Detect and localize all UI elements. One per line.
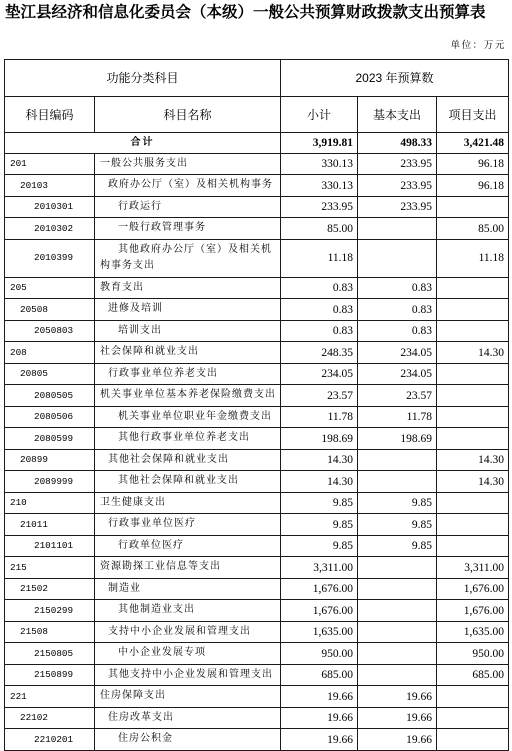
subtotal-cell [281, 535, 358, 557]
basic-expense-cell [358, 320, 437, 342]
subject-code-cell [5, 218, 95, 240]
subject-code-cell [5, 729, 95, 751]
subject-code-cell [5, 578, 95, 600]
basic-expense-text: 233.95 [400, 201, 433, 213]
subtotal-text: 9.85 [332, 540, 354, 552]
table-row [5, 153, 509, 175]
subject-name-text: 行政事业单位医疗 [108, 518, 196, 530]
table-row [5, 196, 509, 218]
subject-code-text: 21502 [20, 583, 48, 594]
basic-expense-cell [358, 557, 437, 579]
subject-name-cell [95, 707, 281, 729]
subtotal-text: 14.30 [327, 475, 354, 488]
project-expense-cell [437, 664, 509, 686]
subject-code-cell [5, 363, 95, 385]
subject-name-text: 行政事业单位养老支出 [108, 367, 218, 379]
subtotal-cell [281, 428, 358, 450]
subject-code-text: 2150805 [34, 647, 74, 659]
budget-table-body [5, 133, 509, 751]
table-row [5, 514, 509, 536]
subtotal-text: 3,311.00 [313, 561, 354, 574]
subject-name-cell [95, 320, 281, 342]
basic-expense-text: 234.05 [400, 346, 433, 359]
unit-label: 单位：万元 [450, 41, 506, 51]
subtotal-text: 0.83 [332, 325, 354, 337]
table-row [5, 277, 509, 299]
subject-code-text: 21508 [20, 626, 48, 637]
basic-expense-cell [358, 621, 437, 643]
project-expense-cell [437, 239, 509, 277]
table-row [5, 578, 509, 600]
subject-code-cell [5, 514, 95, 536]
subject-code-text: 2010399 [34, 252, 74, 264]
subtotal-text: 9.85 [332, 497, 354, 509]
subject-name-text: 培训支出 [118, 324, 162, 336]
subject-code-text: 21011 [20, 518, 48, 530]
project-expense-text: 11.18 [478, 252, 505, 265]
subject-name-cell [95, 643, 281, 665]
subject-name-cell [95, 218, 281, 240]
subject-code-text: 201 [10, 158, 27, 169]
subtotal-cell [281, 600, 358, 622]
basic-expense-cell [358, 342, 437, 364]
subtotal-text: 14.30 [327, 454, 354, 466]
subject-name-cell [95, 449, 281, 471]
project-expense-cell [437, 428, 509, 450]
subject-name-text: 住房保障支出 [100, 690, 166, 702]
subject-code-cell [5, 557, 95, 579]
subject-name-text: 一般公共服务支出 [100, 157, 188, 169]
subject-code-cell [5, 153, 95, 175]
header-project-expense: 项目支出 [437, 97, 509, 133]
subtotal-text: 19.66 [327, 733, 354, 746]
subject-code-cell [5, 600, 95, 622]
subject-code-text: 2150899 [34, 669, 74, 680]
subtotal-cell [281, 218, 358, 240]
project-expense-text: 950.00 [472, 647, 505, 660]
subject-name-text: 教育支出 [100, 281, 144, 293]
subject-code-cell [5, 471, 95, 493]
project-expense-text: 1,676.00 [463, 604, 505, 617]
subtotal-text: 19.66 [327, 712, 354, 724]
subject-name-cell [95, 621, 281, 643]
subtotal-text: 685.00 [321, 669, 354, 681]
table-row [5, 218, 509, 240]
table-row [5, 363, 509, 385]
project-expense-cell [437, 196, 509, 218]
project-expense-text: 14.30 [478, 346, 505, 359]
basic-expense-text: 233.95 [400, 179, 433, 192]
subtotal-cell [281, 363, 358, 385]
basic-expense-cell [358, 153, 437, 175]
basic-expense-cell [358, 664, 437, 686]
subject-name-text: 社会保障和就业支出 [100, 346, 199, 358]
subtotal-text: 198.69 [321, 432, 354, 445]
project-expense-cell [437, 600, 509, 622]
subtotal-text: 330.13 [321, 179, 354, 192]
subtotal-cell [281, 196, 358, 218]
subtotal-cell [281, 514, 358, 536]
subject-name-cell [95, 363, 281, 385]
table-row [5, 428, 509, 450]
basic-expense-cell [358, 686, 437, 708]
subject-name-text: 其他制造业支出 [118, 604, 195, 616]
subtotal-cell [281, 239, 358, 277]
project-expense-cell [437, 578, 509, 600]
subtotal-text: 1,676.00 [312, 583, 354, 595]
subject-name-cell [95, 196, 281, 218]
subject-name-text: 住房公积金 [118, 733, 173, 745]
subject-code-text: 20103 [20, 179, 48, 191]
subtotal-cell [281, 643, 358, 665]
project-expense-text: 14.30 [478, 454, 505, 466]
project-expense-cell [437, 363, 509, 385]
subject-code-text: 2080505 [34, 389, 74, 401]
subject-name-cell [95, 175, 281, 197]
subtotal-cell [281, 320, 358, 342]
project-expense-text: 14.30 [478, 475, 505, 488]
header-basic-expense: 基本支出 [358, 97, 437, 133]
header-subtotal: 小计 [281, 97, 358, 133]
subject-code-text: 2080599 [34, 432, 74, 444]
subject-code-text: 2150299 [34, 604, 74, 616]
subject-name-text: 进修及培训 [108, 303, 163, 315]
subject-name-cell [95, 664, 281, 686]
basic-expense-cell [358, 239, 437, 277]
project-expense-cell [437, 686, 509, 708]
subtotal-text: 233.95 [321, 201, 354, 213]
project-expense-text: 1,676.00 [463, 583, 505, 595]
subject-name-cell [95, 153, 281, 175]
basic-expense-text: 23.57 [406, 389, 433, 402]
subject-code-cell [5, 196, 95, 218]
subject-name-text: 资源勘探工业信息等支出 [100, 561, 221, 573]
header-column-row [5, 97, 509, 133]
subject-name-cell [95, 600, 281, 622]
subject-code-text: 2210201 [34, 733, 74, 745]
subject-name-cell [95, 535, 281, 557]
subtotal-cell [281, 492, 358, 514]
subtotal-text: 9.85 [332, 518, 354, 531]
subject-name-text: 机关事业单位基本养老保险缴费支出 [100, 389, 276, 401]
project-expense-cell [437, 535, 509, 557]
subject-name-cell [95, 729, 281, 751]
basic-expense-cell [358, 406, 437, 428]
subject-name-text: 政府办公厅（室）及相关机构事务 [108, 179, 273, 191]
project-expense-cell [437, 320, 509, 342]
table-row [5, 385, 509, 407]
project-expense-text: 96.18 [478, 158, 505, 170]
basic-expense-cell [358, 175, 437, 197]
total-label-cell [5, 133, 281, 154]
project-expense-cell [437, 218, 509, 240]
table-row [5, 621, 509, 643]
subject-code-text: 210 [10, 497, 27, 508]
subject-name-cell [95, 471, 281, 493]
table-row [5, 320, 509, 342]
basic-expense-cell [358, 385, 437, 407]
project-expense-text: 96.18 [478, 179, 505, 192]
project-expense-cell [437, 342, 509, 364]
subject-code-cell [5, 449, 95, 471]
table-row [5, 406, 509, 428]
table-row [5, 175, 509, 197]
subtotal-cell [281, 342, 358, 364]
subtotal-text: 0.83 [332, 282, 354, 294]
subtotal-cell [281, 707, 358, 729]
table-row [5, 449, 509, 471]
project-expense-cell [437, 406, 509, 428]
subject-name-cell [95, 277, 281, 299]
total-basic-expense: 498.33 [400, 136, 433, 149]
subject-code-cell [5, 621, 95, 643]
total-basic-cell [358, 133, 437, 154]
basic-expense-cell [358, 277, 437, 299]
subtotal-cell [281, 621, 358, 643]
subject-name-cell [95, 428, 281, 450]
subject-name-cell [95, 514, 281, 536]
basic-expense-cell [358, 218, 437, 240]
table-row [5, 686, 509, 708]
subtotal-text: 234.05 [321, 368, 354, 380]
subject-name-text: 其他政府办公厅（室）及相关机构事务支出 [100, 243, 272, 272]
table-row [5, 707, 509, 729]
subtotal-cell [281, 153, 358, 175]
subject-name-text: 行政运行 [118, 200, 162, 212]
basic-expense-cell [358, 578, 437, 600]
subject-code-cell [5, 320, 95, 342]
subtotal-text: 330.13 [321, 158, 354, 170]
subject-name-text: 其他社会保障和就业支出 [118, 475, 239, 487]
basic-expense-text: 9.85 [411, 540, 433, 552]
basic-expense-text: 11.78 [406, 411, 433, 423]
subtotal-cell [281, 277, 358, 299]
project-expense-cell [437, 471, 509, 493]
subtotal-cell [281, 578, 358, 600]
table-row [5, 557, 509, 579]
basic-expense-cell [358, 428, 437, 450]
basic-expense-text: 0.83 [411, 303, 433, 316]
basic-expense-cell [358, 471, 437, 493]
document-title: 垫江县经济和信息化委员会（本级）一般公共预算财政拨款支出预算表 [5, 4, 486, 21]
subtotal-cell [281, 175, 358, 197]
subject-code-text: 205 [10, 282, 27, 293]
subtotal-cell [281, 471, 358, 493]
table-row [5, 600, 509, 622]
subject-name-text: 行政单位医疗 [118, 539, 184, 551]
subtotal-text: 85.00 [327, 222, 354, 235]
subtotal-cell [281, 729, 358, 751]
subtotal-text: 1,635.00 [312, 626, 354, 638]
total-project-cell [437, 133, 509, 154]
subject-name-text: 机关事业单位职业年金缴费支出 [118, 410, 272, 422]
subject-name-cell [95, 385, 281, 407]
basic-expense-text: 19.66 [406, 712, 433, 724]
subject-name-text: 制造业 [108, 582, 141, 594]
subject-code-cell [5, 707, 95, 729]
subject-code-cell [5, 664, 95, 686]
subject-name-cell [95, 299, 281, 321]
subtotal-text: 11.78 [327, 411, 354, 423]
subject-name-cell [95, 406, 281, 428]
project-expense-cell [437, 492, 509, 514]
subtotal-cell [281, 299, 358, 321]
subject-name-text: 其他支持中小企业发展和管理支出 [108, 668, 273, 680]
basic-expense-text: 0.83 [411, 282, 433, 294]
subject-code-cell [5, 428, 95, 450]
basic-expense-cell [358, 492, 437, 514]
subject-code-text: 2089999 [34, 475, 74, 487]
subject-code-text: 2080506 [34, 411, 74, 422]
basic-expense-text: 9.85 [411, 497, 433, 509]
subject-name-text: 支持中小企业发展和管理支出 [108, 625, 251, 637]
project-expense-cell [437, 449, 509, 471]
basic-expense-cell [358, 363, 437, 385]
header-subject-name: 科目名称 [95, 97, 281, 133]
total-label: 合计 [130, 136, 155, 148]
basic-expense-text: 9.85 [411, 518, 433, 531]
project-expense-cell [437, 729, 509, 751]
header-subject-code: 科目编码 [5, 97, 95, 133]
table-header [5, 60, 509, 133]
basic-expense-cell [358, 449, 437, 471]
basic-expense-cell [358, 535, 437, 557]
total-subtotal-cell [281, 133, 358, 154]
subject-name-cell [95, 492, 281, 514]
basic-expense-text: 19.66 [406, 690, 433, 703]
subject-code-cell [5, 643, 95, 665]
basic-expense-text: 0.83 [411, 325, 433, 337]
basic-expense-text: 233.95 [400, 158, 433, 170]
project-expense-text: 685.00 [472, 669, 505, 681]
subject-code-text: 221 [10, 690, 27, 702]
table-row [5, 664, 509, 686]
subtotal-cell [281, 449, 358, 471]
project-expense-cell [437, 277, 509, 299]
subject-code-text: 2010301 [34, 201, 74, 212]
subject-name-cell [95, 342, 281, 364]
table-row [5, 492, 509, 514]
subject-code-cell [5, 175, 95, 197]
project-expense-cell [437, 557, 509, 579]
subtotal-cell [281, 406, 358, 428]
project-expense-cell [437, 385, 509, 407]
subject-code-cell [5, 239, 95, 277]
subject-name-text: 中小企业发展专项 [118, 647, 206, 659]
subject-code-text: 22102 [20, 712, 48, 723]
subject-name-cell [95, 578, 281, 600]
total-row [5, 133, 509, 154]
basic-expense-cell [358, 299, 437, 321]
subtotal-cell [281, 557, 358, 579]
subject-code-text: 215 [10, 561, 27, 573]
budget-table [4, 59, 509, 751]
basic-expense-cell [358, 729, 437, 751]
subject-name-text: 其他社会保障和就业支出 [108, 453, 229, 465]
subject-code-text: 2010302 [34, 222, 74, 234]
subtotal-text: 950.00 [321, 647, 354, 660]
basic-expense-text: 198.69 [400, 432, 433, 445]
project-expense-cell [437, 643, 509, 665]
total-project-expense: 3,421.48 [463, 136, 505, 149]
subject-name-cell [95, 557, 281, 579]
subtotal-cell [281, 686, 358, 708]
subject-code-cell [5, 342, 95, 364]
table-row [5, 239, 509, 277]
subject-code-cell [5, 385, 95, 407]
subtotal-text: 19.66 [327, 690, 354, 703]
subtotal-cell [281, 385, 358, 407]
header-group-row [5, 60, 509, 97]
subject-code-text: 2101101 [34, 540, 74, 551]
project-expense-cell [437, 153, 509, 175]
subtotal-text: 0.83 [332, 303, 354, 316]
subject-code-text: 20899 [20, 454, 48, 465]
project-expense-cell [437, 707, 509, 729]
project-expense-cell [437, 514, 509, 536]
basic-expense-cell [358, 196, 437, 218]
table-row [5, 729, 509, 751]
total-subtotal: 3,919.81 [312, 136, 354, 149]
subject-code-cell [5, 406, 95, 428]
subtotal-text: 1,676.00 [312, 604, 354, 617]
basic-expense-cell [358, 600, 437, 622]
subject-code-text: 20805 [20, 368, 48, 379]
basic-expense-cell [358, 707, 437, 729]
project-expense-cell [437, 175, 509, 197]
subject-code-text: 2050803 [34, 325, 74, 336]
subject-code-cell [5, 492, 95, 514]
subtotal-cell [281, 664, 358, 686]
subject-name-text: 一般行政管理事务 [118, 222, 206, 234]
subject-code-text: 208 [10, 346, 27, 358]
subject-name-cell [95, 686, 281, 708]
subject-code-cell [5, 686, 95, 708]
basic-expense-text: 234.05 [400, 368, 433, 380]
project-expense-cell [437, 299, 509, 321]
table-row [5, 299, 509, 321]
basic-expense-cell [358, 643, 437, 665]
basic-expense-text: 19.66 [406, 733, 433, 746]
project-expense-text: 3,311.00 [464, 561, 505, 574]
subject-code-cell [5, 535, 95, 557]
table-row [5, 342, 509, 364]
subject-code-cell [5, 299, 95, 321]
basic-expense-cell [358, 514, 437, 536]
subject-name-cell [95, 239, 281, 277]
subject-code-text: 20508 [20, 303, 48, 315]
project-expense-text: 1,635.00 [463, 626, 505, 638]
subtotal-text: 23.57 [327, 389, 354, 402]
project-expense-cell [437, 621, 509, 643]
header-functional-classification: 功能分类科目 [5, 60, 281, 97]
subtotal-text: 11.18 [327, 252, 354, 265]
subtotal-text: 248.35 [321, 346, 354, 359]
table-row [5, 471, 509, 493]
header-budget-year: 2023 年预算数 [281, 60, 509, 97]
table-row [5, 643, 509, 665]
project-expense-text: 85.00 [478, 222, 505, 235]
subject-name-text: 其他行政事业单位养老支出 [118, 432, 250, 444]
subject-code-cell [5, 277, 95, 299]
subject-name-text: 卫生健康支出 [100, 496, 166, 508]
subject-name-text: 住房改革支出 [108, 711, 174, 723]
table-row [5, 535, 509, 557]
